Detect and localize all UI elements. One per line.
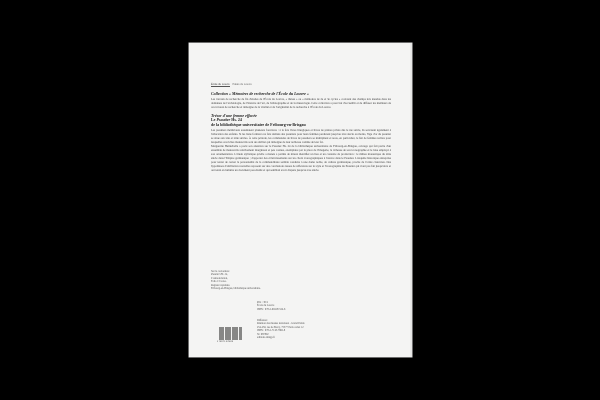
credit-line: Fribourg-en-Brisgau, bibliothèque universitaire.	[211, 287, 261, 291]
credit-line: L'Annonciation,	[211, 276, 228, 280]
credit-line: Register rapidaire.	[211, 283, 231, 287]
distrib-line: Réunion des musées nationaux - Grand Palais	[257, 322, 305, 326]
distrib-line: SC 987802	[257, 332, 269, 336]
publisher-school: École du Louvre	[211, 83, 230, 86]
credit-line: Folio 13 verso.	[211, 280, 227, 284]
distribution-block	[257, 319, 305, 339]
distrib-line: editions.rmngp.fr	[257, 336, 276, 340]
publisher-line	[211, 83, 391, 87]
publisher-name: École du Louvre	[257, 304, 275, 308]
barcode-digits: 9 782711 878628	[217, 340, 234, 343]
price-block	[257, 301, 285, 311]
isbn: ISBN : 978-2-904187-64-6	[257, 307, 286, 311]
publisher-location: Palais du Louvre	[232, 83, 252, 86]
credit-line: Psautier Hs. 24,	[211, 273, 228, 277]
summary-paragraph-2: Marguerite Heintzbelle a porté son attention sur le Psautier Hs. 24 de la bibliothèque universitaire de Fribourg-en-Brisgau, ouvrage qui fait partie d'un ensemble de manuscrits relativement marginaux et peu connus, exemplaire par la place de l'imagerie, la richesse de son iconographie et le luxe employé à son ornementation. L'étude stylistique qu'elle a menée a permis de mieux identifier un lieu et un contexte de production : le milieu monastique du xiiie siècle dans l'Empire germanique ; d'apporter des éclaircissements sur les choix iconographiques à l'œuvre dans le Psautier. L'enquête historique entreprise pour tenter de cerner la personnalité de la commanditaire semble conduire à une dame noble, de culture germanique, proche de l'ordre cistercien. Des hypothèses d'attribution nouvelles reposent sur des conclusions issues de réflexions sur le style et l'iconographie du Psautier qui n'ont pas fait jusqu'alors et ont tenté en lumière un document peu étudié et qui semblait avoir disparu jusqu'au xxe siècle.	[211, 144, 391, 173]
book-subtitle-line2: de la bibliothèque universitaire de Fribourg-en-Brisgau	[211, 122, 306, 128]
cover-image-credit	[211, 270, 261, 290]
subtitle-italic: Psautier	[216, 117, 231, 123]
subtitle-prefix: Le	[211, 117, 217, 123]
credit-line: Sur la couverture :	[211, 270, 231, 273]
book-back-cover	[189, 43, 412, 357]
distrib-line: 254-256, rue de Bercy, 75577 Paris cedex 12	[257, 325, 304, 329]
distrib-line: Diffusion :	[257, 319, 269, 322]
cover-text-column	[211, 83, 391, 172]
collection-description: Les travaux de recherche de fin d'études de l'École du Louvre, « thèses » ou « mémoires de 2e et 3e cycles » couvrent des champs très étendus dans les domaines de l'archéologie, de l'histoire de l'art, de l'ethnographie et de la muséologie. Cette collection a pour but d'accueillir et de diffuser les meilleurs de ces travaux de recherche et témoigne de la vitalité et de l'originalité de la recherche à l'École du Louvre.	[211, 97, 391, 110]
book-title: Trésor d'une femme effacée	[211, 113, 257, 119]
subtitle-suffix: Hs. 24	[230, 117, 242, 123]
price: Prix : 30 €	[257, 301, 268, 304]
barcode-icon	[219, 327, 242, 340]
distrib-line: ISBN : 978-2-7118-7862-8	[257, 329, 286, 333]
collection-title: Collection « Mémoires de recherche de l'École du Louvre »	[211, 91, 309, 96]
summary-paragraph-1: Les psautiers médiévaux assumaient plusieurs fonctions : à la fois livres liturgiques et livres de prières privés dès le xie siècle, ils servaient également à l'éducation des enfants. Si les liens formant ces fais réalisés des psautiers pour leurs femmes perdurent jusqu'au xive siècle au moins, l'âge d'or du psautier se situe aux xiie et xiiie siècles. À cette période, les commandes de livres de psautiers se multiplient et nous, en particulier, le fait de femmes nobles pour lesquelles ces riches manuscrits sont un attribut qui témoigne de leur noblesse comme de leur foi.	[211, 127, 391, 145]
